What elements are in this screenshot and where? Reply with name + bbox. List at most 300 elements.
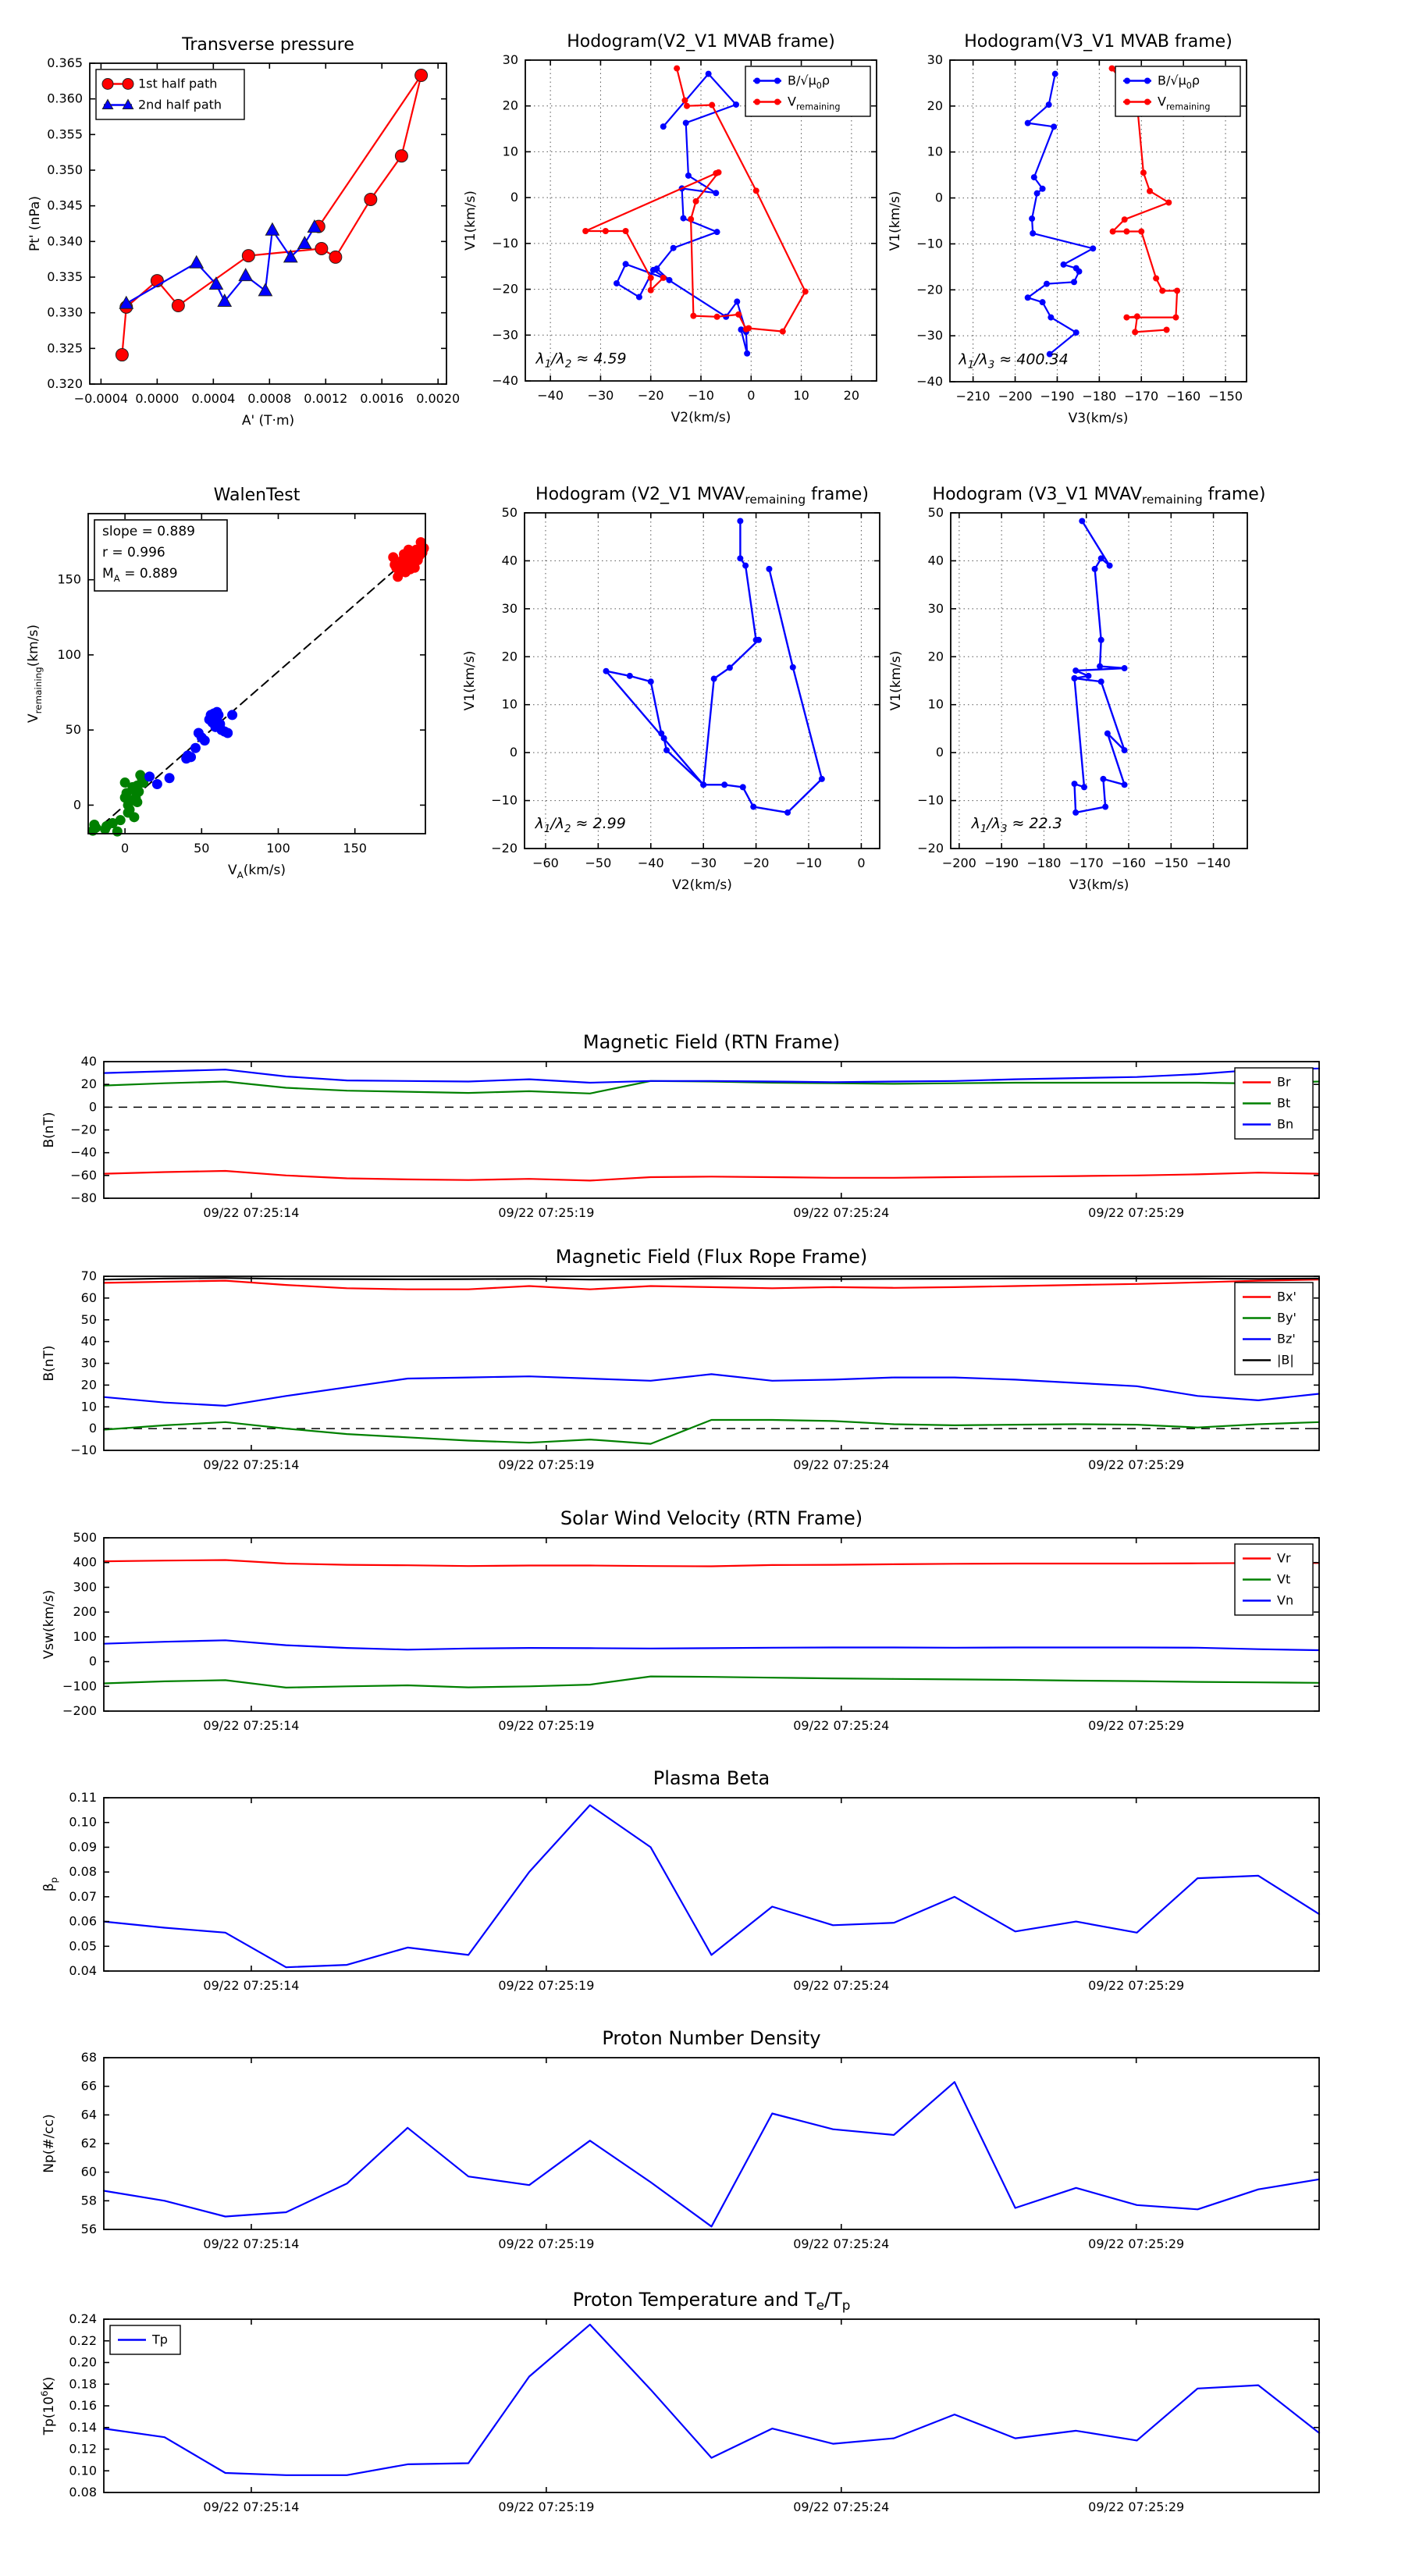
series-markers-V-remaining-trace — [603, 518, 824, 815]
x-tick-label: −20 — [637, 388, 664, 403]
y-tick-label: 10 — [501, 696, 518, 712]
marker-dot — [1122, 747, 1128, 753]
x-tick-label: 0 — [857, 856, 866, 870]
x-tick-label: 09/22 07:25:29 — [1088, 1978, 1185, 1993]
x-tick-label: −10 — [795, 856, 822, 870]
x-axis-label: V2(km/s) — [670, 410, 731, 425]
x-tick-label: 09/22 07:25:19 — [498, 1205, 595, 1220]
y-tick-label: 66 — [80, 2078, 97, 2094]
marker-dot — [660, 123, 667, 130]
y-tick-label: 0 — [88, 1099, 97, 1115]
axes-frame — [104, 1798, 1319, 1971]
marker-triangle — [239, 269, 252, 280]
y-axis-label: Pt' (nPa) — [27, 196, 43, 251]
marker-triangle — [258, 283, 272, 295]
y-tick-label: −10 — [492, 235, 518, 251]
y-tick-label: 0.09 — [69, 1839, 97, 1855]
legend-label: Br — [1277, 1074, 1291, 1090]
marker-circle — [395, 150, 407, 162]
chart-proton-temperature — [37, 2284, 1350, 2543]
y-axis-label: V1(km/s) — [462, 650, 478, 711]
marker-dot — [714, 314, 720, 320]
x-tick-label: −40 — [537, 388, 564, 403]
marker-dot — [688, 216, 694, 222]
x-tick-label: −10 — [688, 388, 714, 403]
marker-circle — [116, 349, 128, 361]
x-tick-label: 09/22 07:25:19 — [498, 1978, 595, 1993]
chart-plasma-beta — [37, 1763, 1350, 2022]
legend-label: $V_{remaining}$ — [1158, 94, 1211, 112]
marker-dot — [1104, 731, 1111, 737]
marker-dot — [1102, 804, 1108, 810]
marker-dot — [744, 350, 750, 357]
marker-dot — [1072, 667, 1079, 674]
y-tick-label: 20 — [501, 649, 518, 664]
marker-dot — [1140, 169, 1147, 176]
marker-dot — [165, 773, 175, 783]
marker-dot — [200, 735, 210, 745]
x-tick-label: −20 — [742, 856, 770, 870]
marker-dot — [766, 566, 772, 572]
marker-dot — [774, 99, 781, 105]
series-markers-2nd-half-path — [119, 220, 321, 308]
marker-triangle — [298, 237, 311, 248]
marker-dot — [1122, 665, 1128, 671]
y-axis-label: V1(km/s) — [888, 650, 904, 711]
x-tick-label: 0 — [747, 388, 756, 403]
marker-dot — [133, 787, 144, 797]
marker-dot — [1124, 78, 1130, 84]
legend-label: $V_{remaining}$ — [788, 94, 841, 112]
y-tick-label: 0.04 — [69, 1963, 97, 1978]
marker-dot — [714, 229, 720, 235]
series-Vt — [104, 1677, 1319, 1688]
x-tick-label: 09/22 07:25:14 — [203, 2500, 300, 2514]
y-tick-label: 0.11 — [69, 1790, 97, 1805]
marker-dot — [693, 198, 699, 205]
x-tick-label: 09/22 07:25:29 — [1088, 2236, 1185, 2251]
y-tick-label: 500 — [73, 1530, 97, 1545]
marker-dot — [623, 261, 629, 267]
marker-dot — [1085, 673, 1091, 679]
marker-dot — [1029, 215, 1035, 222]
marker-triangle — [265, 223, 279, 235]
chart-hodogram-v2v1-mvav — [458, 478, 911, 899]
marker-dot — [721, 781, 727, 788]
x-tick-label: 150 — [343, 841, 367, 856]
marker-dot — [1076, 269, 1082, 275]
marker-dot — [1147, 188, 1153, 194]
marker-circle — [102, 79, 113, 90]
marker-dot — [753, 187, 759, 194]
chart-title: Magnetic Field (RTN Frame) — [582, 1031, 841, 1053]
chart-title: Hodogram(V3_V1 MVAB frame) — [964, 32, 1232, 52]
legend-label: $B/√\mu_0\rho$ — [788, 73, 831, 91]
y-tick-label: 0.325 — [47, 340, 83, 356]
series-Vr — [104, 1560, 1319, 1567]
x-tick-label: −30 — [690, 856, 717, 870]
y-axis-label: $V_{remaining}(km/s)$ — [26, 624, 44, 723]
y-tick-label: 0.20 — [69, 2354, 97, 2370]
y-tick-label: 0.335 — [47, 269, 83, 284]
x-tick-label: 09/22 07:25:14 — [203, 1718, 300, 1733]
x-tick-label: 100 — [266, 841, 290, 856]
chart-hodogram-v2v1-mvab — [459, 25, 908, 432]
y-tick-label: 0.08 — [69, 1864, 97, 1880]
y-tick-label: 0.360 — [47, 91, 83, 106]
y-tick-label: 0.365 — [47, 55, 83, 70]
marker-dot — [614, 280, 620, 286]
marker-dot — [1107, 563, 1113, 569]
marker-dot — [1098, 678, 1104, 685]
marker-dot — [1034, 190, 1040, 197]
x-tick-label: −190 — [984, 856, 1019, 870]
marker-dot — [112, 827, 123, 837]
y-tick-label: 0.340 — [47, 233, 83, 249]
y-tick-label: 0 — [510, 190, 518, 205]
y-tick-label: 0.18 — [69, 2376, 97, 2392]
marker-dot — [582, 228, 589, 234]
x-tick-label: 09/22 07:25:24 — [793, 1457, 890, 1472]
marker-dot — [727, 664, 733, 671]
marker-circle — [315, 242, 328, 254]
y-tick-label: 50 — [80, 1311, 97, 1327]
axes-frame — [104, 2319, 1319, 2492]
marker-circle — [329, 251, 342, 263]
marker-dot — [419, 543, 429, 553]
y-axis-label: V1(km/s) — [887, 190, 903, 251]
marker-dot — [1123, 315, 1129, 321]
y-tick-label: 0.10 — [69, 2463, 97, 2478]
marker-dot — [186, 752, 196, 762]
x-tick-label: −150 — [1208, 389, 1243, 404]
stats-line: $M_A = 0.889$ — [102, 566, 178, 584]
x-tick-label: 20 — [843, 388, 860, 403]
y-tick-label: 40 — [80, 1333, 97, 1349]
marker-dot — [681, 98, 688, 104]
x-tick-label: 09/22 07:25:29 — [1088, 1205, 1185, 1220]
marker-dot — [1025, 294, 1031, 301]
chart-title: Hodogram (V3_V1 $MVAV_{remaining}$ frame) — [932, 485, 1266, 507]
series-markers-inbound-green — [87, 770, 148, 836]
marker-dot — [1153, 276, 1159, 282]
y-tick-label: 68 — [80, 2050, 97, 2065]
marker-dot — [737, 518, 743, 524]
legend-label: $B/√\mu_0\rho$ — [1158, 73, 1200, 91]
series-Tp — [104, 2325, 1319, 2475]
x-tick-label: 09/22 07:25:24 — [793, 1978, 890, 1993]
x-tick-label: 0.0020 — [416, 391, 461, 406]
x-tick-label: 09/22 07:25:24 — [793, 2500, 890, 2514]
marker-dot — [1098, 637, 1104, 643]
marker-dot — [623, 228, 629, 234]
x-tick-label: −170 — [1124, 389, 1159, 404]
y-tick-label: 40 — [501, 553, 518, 568]
marker-dot — [1100, 776, 1106, 782]
marker-dot — [713, 170, 719, 176]
legend-label: Bn — [1277, 1116, 1294, 1132]
marker-dot — [1072, 809, 1079, 816]
x-tick-label: 50 — [194, 841, 210, 856]
series-Bn — [104, 1069, 1319, 1083]
marker-dot — [780, 329, 786, 335]
marker-circle — [365, 193, 377, 205]
y-tick-label: 0.355 — [47, 126, 83, 142]
chart-title: Plasma Beta — [653, 1767, 770, 1789]
marker-dot — [742, 563, 749, 569]
y-tick-label: 62 — [80, 2136, 97, 2151]
marker-dot — [774, 78, 781, 84]
legend-label: Tp — [152, 2332, 168, 2347]
x-tick-label: 09/22 07:25:24 — [793, 2236, 890, 2251]
marker-dot — [667, 277, 673, 283]
y-tick-label: 150 — [57, 571, 81, 587]
x-tick-label: 09/22 07:25:29 — [1088, 2500, 1185, 2514]
legend-label: Bz' — [1277, 1331, 1296, 1347]
marker-dot — [1172, 315, 1179, 321]
series-Vn — [104, 1640, 1319, 1650]
marker-dot — [684, 103, 690, 109]
x-tick-label: 09/22 07:25:29 — [1088, 1457, 1185, 1472]
marker-dot — [1030, 230, 1036, 237]
y-tick-label: 30 — [927, 600, 944, 616]
marker-dot — [683, 119, 689, 126]
annotation: $\lambda_1/\lambda_2 \approx 4.59$ — [535, 350, 627, 371]
x-tick-label: 10 — [793, 388, 809, 403]
y-axis-label: B(nT) — [41, 1112, 57, 1148]
x-tick-label: −60 — [532, 856, 559, 870]
chart-proton-number-density — [37, 2023, 1350, 2280]
marker-dot — [743, 326, 749, 333]
x-tick-label: 09/22 07:25:14 — [203, 1457, 300, 1472]
y-tick-label: −10 — [917, 792, 944, 808]
y-axis-label: $Tp(10^6K)$ — [39, 2376, 57, 2435]
chart-title: WalenTest — [213, 486, 301, 505]
y-tick-label: 50 — [927, 505, 944, 520]
legend-label: 1st half path — [138, 76, 218, 91]
marker-dot — [660, 275, 667, 281]
y-tick-label: 30 — [502, 52, 518, 67]
y-tick-label: 0 — [935, 745, 944, 760]
y-tick-label: 40 — [80, 1054, 97, 1069]
marker-dot — [1122, 216, 1128, 222]
y-tick-label: 0 — [934, 190, 943, 205]
chart-solar-wind-velocity — [37, 1503, 1350, 1762]
legend-label: By' — [1277, 1310, 1297, 1325]
y-tick-label: −20 — [916, 282, 943, 297]
marker-dot — [1109, 66, 1115, 72]
series-By-prime — [104, 1420, 1319, 1444]
series-Br — [104, 1171, 1319, 1180]
marker-dot — [1144, 78, 1151, 84]
marker-dot — [1123, 229, 1129, 235]
y-tick-label: 300 — [73, 1579, 97, 1595]
y-tick-label: 0.14 — [69, 2419, 97, 2435]
y-tick-label: 20 — [80, 1377, 97, 1393]
y-tick-label: 0.06 — [69, 1913, 97, 1929]
y-tick-label: 10 — [927, 696, 944, 712]
x-tick-label: −190 — [1040, 389, 1075, 404]
y-tick-label: 40 — [927, 553, 944, 568]
series-markers-B-over-sqrt-mu0rho — [1025, 71, 1097, 358]
x-axis-label: A' (T·m) — [241, 413, 295, 429]
marker-dot — [648, 275, 654, 281]
chart-title: Solar Wind Velocity (RTN Frame) — [560, 1507, 863, 1529]
y-tick-label: −60 — [70, 1167, 97, 1183]
marker-dot — [1097, 664, 1103, 670]
marker-dot — [603, 228, 609, 234]
y-axis-label: Np(#/cc) — [41, 2114, 57, 2173]
y-axis-label: Vsw(km/s) — [41, 1589, 57, 1660]
series-markers-B-over-sqrt-mu0rho — [614, 71, 750, 357]
marker-dot — [648, 678, 654, 685]
y-tick-label: −80 — [70, 1190, 97, 1205]
y-tick-label: 56 — [80, 2222, 97, 2236]
y-tick-label: −10 — [70, 1443, 97, 1457]
marker-dot — [648, 287, 654, 294]
marker-dot — [819, 776, 825, 782]
axes-frame — [525, 513, 880, 849]
x-tick-label: 09/22 07:25:24 — [793, 1718, 890, 1733]
y-tick-label: 400 — [73, 1554, 97, 1570]
marker-dot — [603, 668, 609, 674]
axes-frame — [104, 2058, 1319, 2229]
annotation: $\lambda_1/\lambda_2 \approx 2.99$ — [535, 815, 626, 836]
y-tick-label: −100 — [62, 1678, 97, 1694]
chart-title: Hodogram(V2_V1 MVAB frame) — [567, 32, 835, 52]
y-tick-label: 200 — [73, 1604, 97, 1620]
y-tick-label: 0 — [509, 745, 518, 760]
x-axis-label: V2(km/s) — [672, 877, 732, 893]
marker-dot — [1144, 99, 1151, 105]
marker-circle — [242, 250, 254, 262]
series-beta-p — [104, 1806, 1319, 1968]
chart-walen-test — [22, 479, 457, 884]
marker-dot — [1025, 120, 1031, 126]
y-tick-label: 0.07 — [69, 1888, 97, 1904]
y-tick-label: −20 — [70, 1122, 97, 1137]
annotation: $\lambda_1/\lambda_3 \approx 400.34$ — [959, 350, 1069, 372]
x-tick-label: −0.0004 — [73, 391, 129, 406]
marker-dot — [144, 771, 155, 781]
marker-dot — [784, 809, 791, 816]
x-tick-label: −30 — [587, 388, 614, 403]
marker-dot — [1174, 287, 1180, 294]
y-tick-label: 0 — [73, 797, 81, 813]
marker-dot — [1040, 299, 1046, 305]
legend-label: Vn — [1277, 1592, 1294, 1608]
x-tick-label: −200 — [998, 389, 1033, 404]
x-tick-label: 0 — [121, 841, 130, 856]
marker-dot — [190, 743, 201, 753]
stats-line: slope = 0.889 — [102, 524, 195, 539]
marker-dot — [709, 102, 715, 109]
y-tick-label: 10 — [502, 144, 518, 159]
x-tick-label: 09/22 07:25:19 — [498, 1457, 595, 1472]
marker-dot — [1092, 566, 1098, 572]
y-tick-label: −200 — [62, 1703, 97, 1718]
y-tick-label: 0.22 — [69, 2332, 97, 2348]
marker-circle — [123, 79, 133, 90]
legend-label: 2nd half path — [138, 97, 222, 112]
y-tick-label: −40 — [916, 374, 943, 389]
marker-dot — [123, 808, 133, 818]
marker-dot — [1081, 784, 1087, 790]
y-tick-label: −30 — [492, 327, 518, 343]
marker-dot — [1052, 71, 1058, 77]
marker-dot — [1110, 229, 1116, 235]
marker-dot — [754, 78, 760, 84]
marker-dot — [1122, 781, 1128, 788]
marker-dot — [706, 71, 712, 77]
marker-dot — [636, 294, 642, 301]
marker-dot — [1164, 326, 1170, 333]
marker-dot — [650, 267, 656, 273]
chart-hodogram-v3v1-mvav — [884, 478, 1279, 899]
y-tick-label: 70 — [80, 1268, 97, 1283]
legend-label: |B| — [1277, 1352, 1294, 1368]
y-tick-label: −40 — [70, 1144, 97, 1160]
y-tick-label: 100 — [57, 646, 81, 662]
y-tick-label: −20 — [491, 841, 518, 856]
marker-dot — [690, 313, 696, 319]
marker-dot — [713, 190, 719, 196]
x-tick-label: 09/22 07:25:19 — [498, 1718, 595, 1733]
x-tick-label: −150 — [1154, 856, 1189, 870]
marker-dot — [152, 779, 162, 789]
marker-triangle — [190, 256, 203, 268]
x-tick-label: −40 — [637, 856, 664, 870]
chart-title: Proton Temperature and $T_e/T_p$ — [572, 2289, 851, 2313]
marker-dot — [802, 289, 809, 295]
marker-dot — [661, 735, 667, 742]
y-tick-label: −10 — [491, 792, 518, 808]
marker-dot — [1048, 315, 1054, 321]
marker-dot — [116, 815, 126, 825]
marker-dot — [1132, 329, 1138, 335]
marker-dot — [740, 784, 746, 790]
y-axis-label: B(nT) — [41, 1345, 57, 1382]
legend-label: Bt — [1277, 1095, 1291, 1111]
marker-dot — [627, 673, 633, 679]
y-tick-label: 0.08 — [69, 2485, 97, 2500]
y-tick-label: 20 — [927, 649, 944, 664]
x-tick-label: 09/22 07:25:19 — [498, 2236, 595, 2251]
marker-dot — [735, 311, 742, 318]
chart-title: Transverse pressure — [182, 35, 354, 55]
marker-dot — [1124, 99, 1130, 105]
x-axis-label: V3(km/s) — [1069, 877, 1129, 893]
y-tick-label: −20 — [917, 841, 944, 856]
x-tick-label: −160 — [1166, 389, 1201, 404]
x-tick-label: 09/22 07:25:19 — [498, 2500, 595, 2514]
y-tick-label: 0.05 — [69, 1938, 97, 1954]
marker-dot — [1072, 781, 1078, 787]
marker-dot — [1138, 229, 1144, 235]
y-tick-label: 0.345 — [47, 197, 83, 213]
marker-dot — [1090, 245, 1096, 251]
marker-dot — [1051, 123, 1057, 130]
series-B-over-sqrt-mu0rho — [1028, 74, 1094, 354]
y-axis-label: V1(km/s) — [463, 190, 478, 251]
marker-dot — [1046, 101, 1052, 108]
marker-dot — [663, 747, 670, 753]
marker-dot — [754, 99, 760, 105]
marker-dot — [681, 215, 687, 222]
x-axis-label: $V_A(km/s)$ — [227, 863, 286, 881]
y-tick-label: 50 — [65, 722, 81, 738]
chart-title: Magnetic Field (Flux Rope Frame) — [555, 1246, 868, 1268]
